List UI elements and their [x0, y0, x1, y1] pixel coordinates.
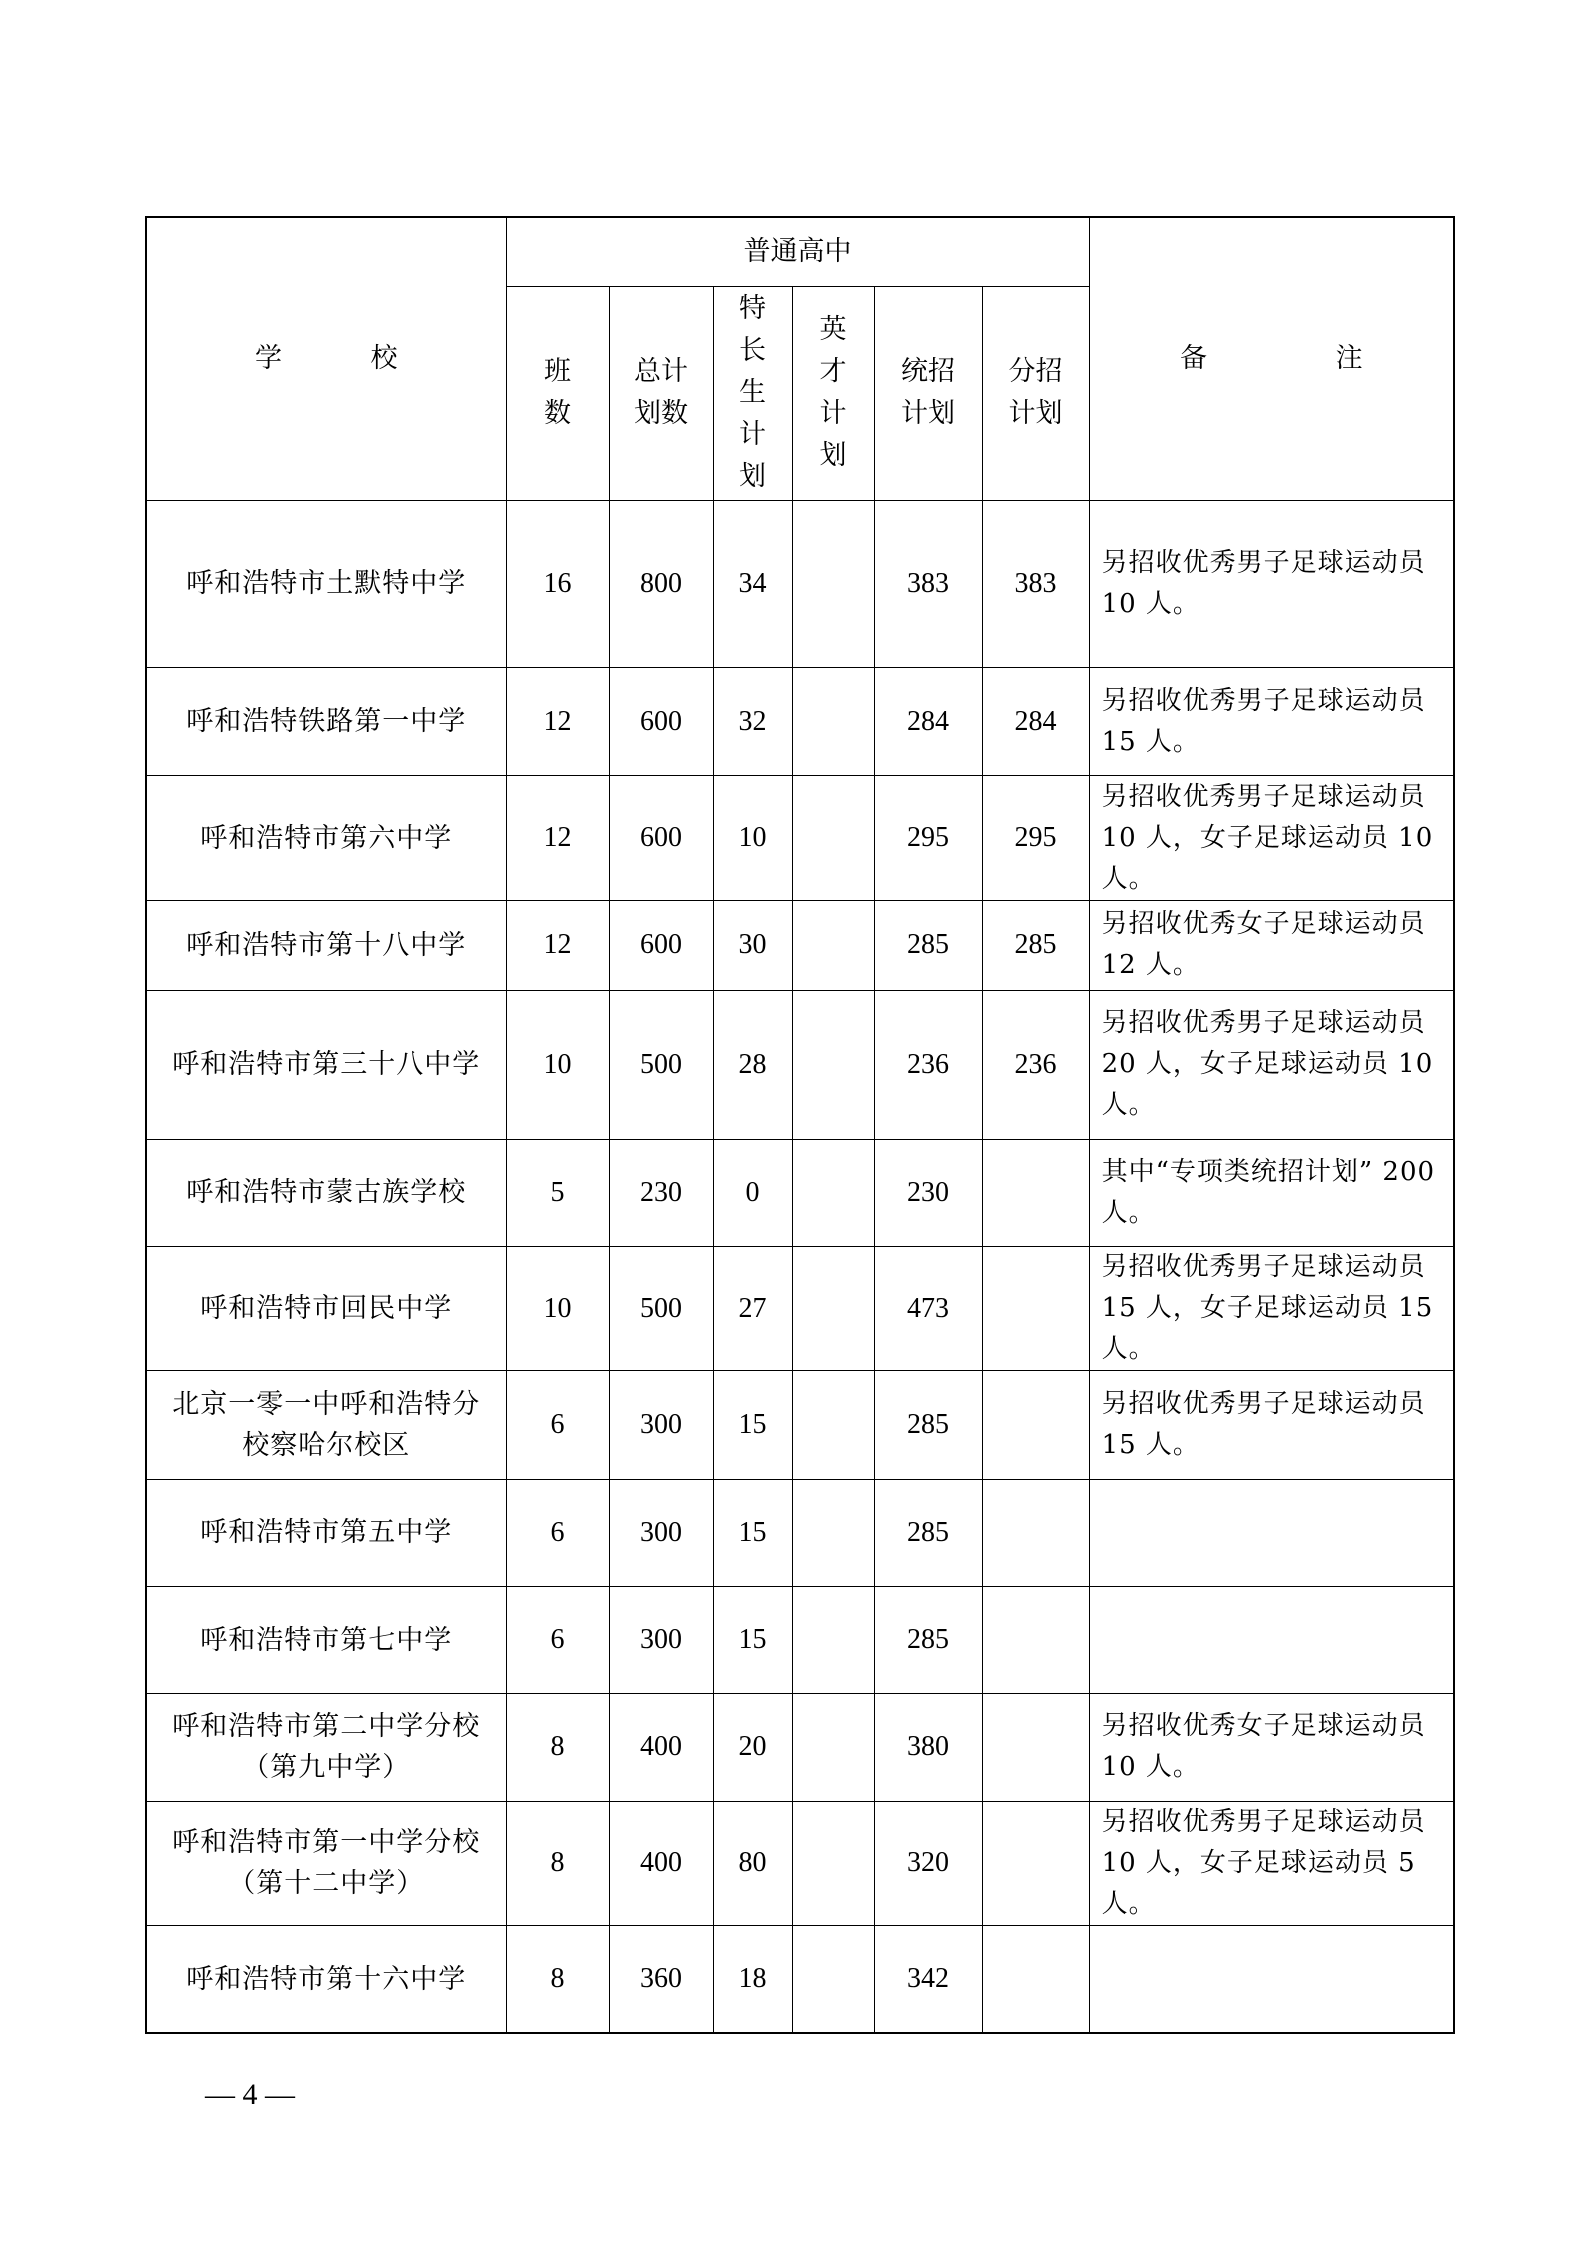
header-classes: 班数	[506, 286, 609, 500]
cell-separate	[982, 1694, 1089, 1801]
cell-talent	[792, 500, 874, 668]
header-separate: 分招计划	[982, 286, 1089, 500]
table-row	[146, 991, 1454, 1139]
header-remark: 备 注	[1089, 217, 1454, 500]
cell-special: 27	[713, 1246, 792, 1370]
cell-separate	[982, 1586, 1089, 1693]
cell-total: 600	[609, 776, 713, 900]
cell-classes: 6	[506, 1479, 609, 1586]
cell-talent	[792, 1139, 874, 1246]
cell-unified: 320	[874, 1801, 982, 1925]
cell-unified: 285	[874, 1586, 982, 1693]
table-row	[146, 500, 1454, 668]
cell-remark: 另招收优秀男子足球运动员 15 人。	[1089, 1371, 1454, 1479]
cell-special: 18	[713, 1926, 792, 2033]
table-row	[146, 900, 1454, 990]
cell-special: 34	[713, 500, 792, 668]
table-row	[146, 668, 1454, 776]
cell-special: 15	[713, 1479, 792, 1586]
cell-talent	[792, 1694, 874, 1801]
cell-total: 300	[609, 1371, 713, 1479]
cell-school: 呼和浩特市土默特中学	[146, 500, 506, 668]
cell-total: 600	[609, 900, 713, 990]
cell-total: 500	[609, 1246, 713, 1370]
table-row	[146, 1586, 1454, 1693]
cell-talent	[792, 776, 874, 900]
cell-classes: 5	[506, 1139, 609, 1246]
table-row	[146, 1371, 1454, 1479]
cell-school: 呼和浩特市第七中学	[146, 1586, 506, 1693]
cell-unified: 285	[874, 900, 982, 990]
cell-talent	[792, 1801, 874, 1925]
cell-remark: 其中“专项类统招计划” 200 人。	[1089, 1139, 1454, 1246]
header-talent: 英才计划	[792, 286, 874, 500]
cell-talent	[792, 991, 874, 1139]
cell-special: 28	[713, 991, 792, 1139]
cell-special: 30	[713, 900, 792, 990]
cell-school: 呼和浩特市回民中学	[146, 1246, 506, 1370]
cell-school: 呼和浩特铁路第一中学	[146, 668, 506, 776]
cell-total: 800	[609, 500, 713, 668]
cell-total: 360	[609, 1926, 713, 2033]
cell-total: 230	[609, 1139, 713, 1246]
cell-remark	[1089, 1926, 1454, 2033]
cell-unified: 285	[874, 1371, 982, 1479]
cell-talent	[792, 900, 874, 990]
cell-separate	[982, 1139, 1089, 1246]
cell-separate: 236	[982, 991, 1089, 1139]
cell-unified: 230	[874, 1139, 982, 1246]
table-row	[146, 1926, 1454, 2033]
cell-separate	[982, 1371, 1089, 1479]
cell-remark: 另招收优秀男子足球运动员 15 人，女子足球运动员 15 人。	[1089, 1246, 1454, 1370]
cell-special: 0	[713, 1139, 792, 1246]
table-row	[146, 1479, 1454, 1586]
cell-school: 呼和浩特市第十八中学	[146, 900, 506, 990]
cell-remark: 另招收优秀女子足球运动员 12 人。	[1089, 900, 1454, 990]
cell-special: 32	[713, 668, 792, 776]
cell-remark: 另招收优秀男子足球运动员 10 人。	[1089, 500, 1454, 668]
cell-talent	[792, 1586, 874, 1693]
cell-classes: 12	[506, 900, 609, 990]
cell-classes: 12	[506, 776, 609, 900]
cell-special: 15	[713, 1371, 792, 1479]
cell-separate: 295	[982, 776, 1089, 900]
cell-total: 400	[609, 1694, 713, 1801]
cell-classes: 10	[506, 991, 609, 1139]
cell-school: 呼和浩特市蒙古族学校	[146, 1139, 506, 1246]
table-row	[146, 1694, 1454, 1801]
cell-school: 呼和浩特市第五中学	[146, 1479, 506, 1586]
cell-special: 20	[713, 1694, 792, 1801]
header-unified: 统招计划	[874, 286, 982, 500]
cell-total: 500	[609, 991, 713, 1139]
cell-school: 呼和浩特市第三十八中学	[146, 991, 506, 1139]
header-special: 特长生计划	[713, 286, 792, 500]
cell-classes: 12	[506, 668, 609, 776]
cell-classes: 10	[506, 1246, 609, 1370]
cell-school: 呼和浩特市第十六中学	[146, 1926, 506, 2033]
cell-unified: 295	[874, 776, 982, 900]
cell-classes: 8	[506, 1694, 609, 1801]
cell-talent	[792, 1246, 874, 1370]
cell-unified: 236	[874, 991, 982, 1139]
cell-classes: 8	[506, 1801, 609, 1925]
cell-school: 呼和浩特市第六中学	[146, 776, 506, 900]
table-row	[146, 1246, 1454, 1370]
cell-remark: 另招收优秀女子足球运动员 10 人。	[1089, 1694, 1454, 1801]
cell-separate	[982, 1246, 1089, 1370]
cell-classes: 8	[506, 1926, 609, 2033]
cell-remark: 另招收优秀男子足球运动员 15 人。	[1089, 668, 1454, 776]
cell-talent	[792, 1479, 874, 1586]
cell-total: 300	[609, 1479, 713, 1586]
cell-school: 北京一零一中呼和浩特分校察哈尔校区	[146, 1371, 506, 1479]
cell-separate	[982, 1479, 1089, 1586]
cell-separate: 383	[982, 500, 1089, 668]
table-row	[146, 776, 1454, 900]
cell-remark	[1089, 1586, 1454, 1693]
cell-school: 呼和浩特市第二中学分校（第九中学）	[146, 1694, 506, 1801]
cell-total: 600	[609, 668, 713, 776]
cell-talent	[792, 1371, 874, 1479]
cell-unified: 285	[874, 1479, 982, 1586]
cell-classes: 16	[506, 500, 609, 668]
cell-separate	[982, 1801, 1089, 1925]
cell-special: 80	[713, 1801, 792, 1925]
cell-separate: 284	[982, 668, 1089, 776]
table-row	[146, 1801, 1454, 1925]
cell-remark: 另招收优秀男子足球运动员 10 人，女子足球运动员 10 人。	[1089, 776, 1454, 900]
cell-school: 呼和浩特市第一中学分校（第十二中学）	[146, 1801, 506, 1925]
cell-remark	[1089, 1479, 1454, 1586]
cell-unified: 380	[874, 1694, 982, 1801]
cell-special: 15	[713, 1586, 792, 1693]
cell-special: 10	[713, 776, 792, 900]
cell-remark: 另招收优秀男子足球运动员 10 人，女子足球运动员 5 人。	[1089, 1801, 1454, 1925]
cell-unified: 473	[874, 1246, 982, 1370]
cell-total: 400	[609, 1801, 713, 1925]
cell-unified: 284	[874, 668, 982, 776]
cell-separate	[982, 1926, 1089, 2033]
enrollment-plan-table	[145, 216, 1455, 2034]
table-row	[146, 1139, 1454, 1246]
cell-separate: 285	[982, 900, 1089, 990]
cell-remark: 另招收优秀男子足球运动员 20 人，女子足球运动员 10 人。	[1089, 991, 1454, 1139]
cell-classes: 6	[506, 1586, 609, 1693]
cell-total: 300	[609, 1586, 713, 1693]
header-school: 学 校	[146, 217, 506, 500]
header-total: 总计划数	[609, 286, 713, 500]
cell-unified: 342	[874, 1926, 982, 2033]
cell-talent	[792, 668, 874, 776]
cell-unified: 383	[874, 500, 982, 668]
page-number: — 4 —	[205, 2078, 295, 2111]
table-body	[146, 500, 1454, 2033]
cell-classes: 6	[506, 1371, 609, 1479]
cell-talent	[792, 1926, 874, 2033]
header-group: 普通高中	[506, 217, 1089, 286]
